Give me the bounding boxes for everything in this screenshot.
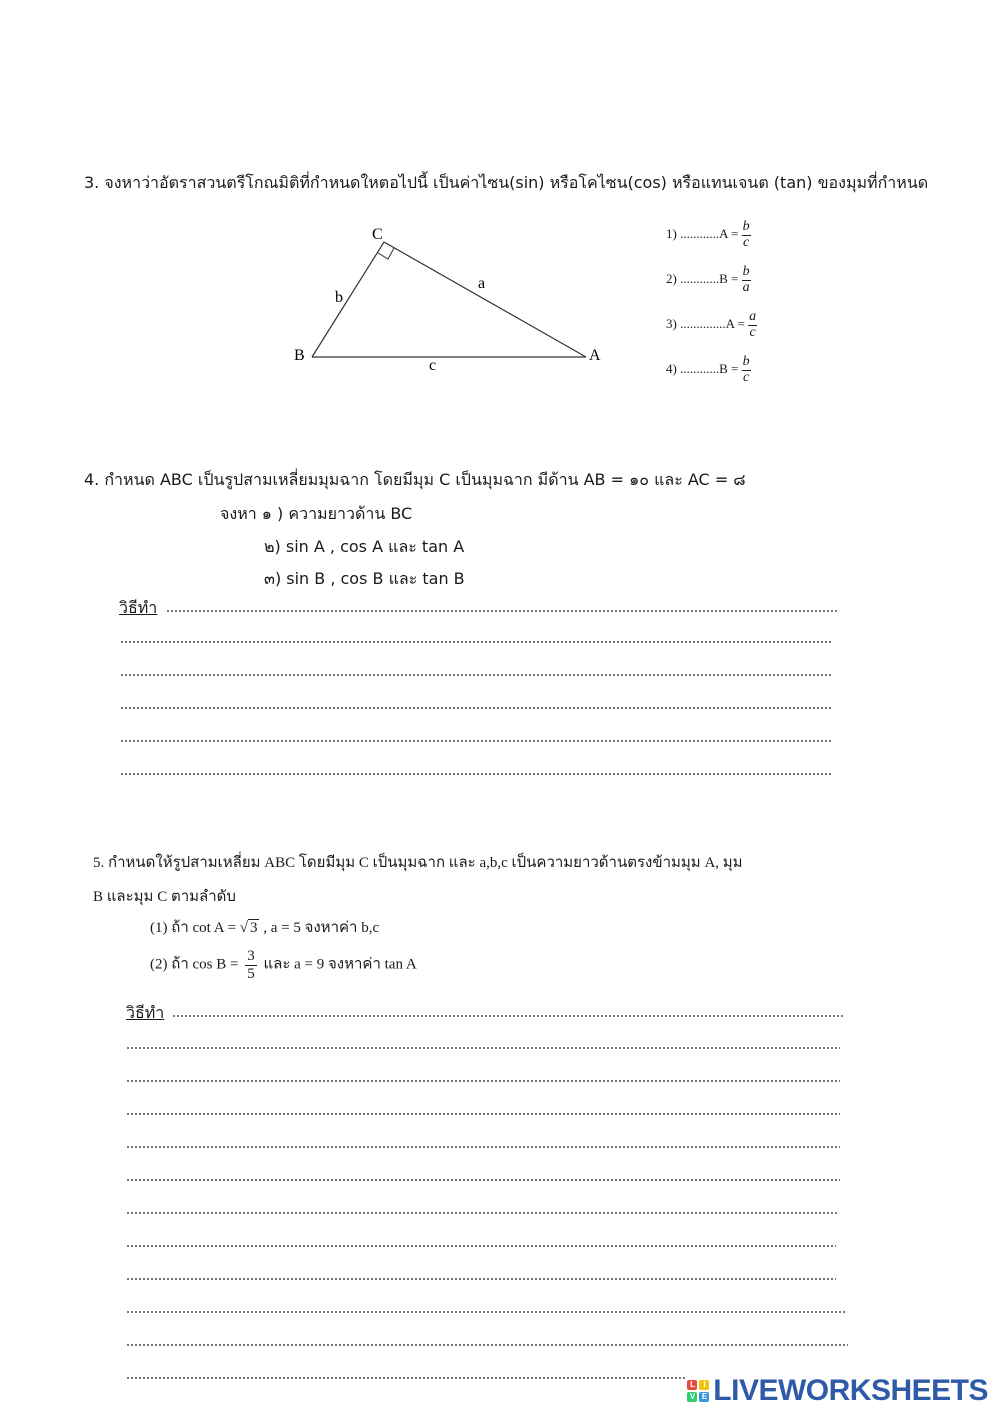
vertex-c-label: C: [372, 226, 383, 243]
q4-answer-line-1[interactable]: [166, 610, 838, 612]
q5-answer-line-12[interactable]: [126, 1377, 686, 1379]
q3-option-2[interactable]: [666, 265, 751, 295]
fraction: $\frac{b}{a}$: [742, 264, 750, 295]
option-angle: B =: [719, 361, 739, 377]
q4-answer-line-4[interactable]: [120, 707, 832, 709]
side-a-label: a: [478, 275, 486, 292]
q5-answer-line-10[interactable]: [126, 1311, 846, 1313]
sub2-text-post: และ a = 9 จงหาค่า tan A: [263, 956, 417, 973]
vertex-a-label: A: [589, 347, 601, 364]
vertex-b-label: B: [294, 347, 305, 364]
liveworksheets-logo[interactable]: [687, 1374, 988, 1408]
option-angle: B =: [719, 271, 739, 287]
q5-sub-1: [150, 915, 379, 939]
logo-text: LIVEWORKSHEETS: [713, 1374, 988, 1407]
q5-answer-line-3[interactable]: [126, 1080, 840, 1082]
side-a-line: [384, 242, 586, 357]
fraction: $\frac{3}{5}$: [247, 948, 255, 982]
triangle-diagram: [290, 220, 620, 400]
q3-option-4[interactable]: [666, 355, 751, 385]
q4-answer-line-5[interactable]: [120, 740, 832, 742]
q4-method-label: วิธีทำ: [119, 598, 158, 617]
q5-answer-line-5[interactable]: [126, 1146, 840, 1148]
side-c-label: c: [429, 357, 437, 374]
sqrt-expression: √ 3: [239, 920, 258, 936]
q5-method-label: วิธีทำ: [126, 1003, 165, 1022]
side-b-label: b: [335, 289, 343, 306]
q5-line-1: 5. กำหนดให้รูปสามเหลี่ยม ABC โดยมีมุม C เป็นมุมฉาก และ a,b,c เป็นความยาวด้านตรงข้ามมุม A, มุม: [93, 855, 743, 871]
q5-answer-line-1[interactable]: [172, 1015, 844, 1017]
option-prefix: 1) ............: [666, 226, 720, 242]
q5-answer-line-11[interactable]: [126, 1344, 848, 1346]
option-angle: A =: [719, 226, 739, 242]
option-angle: A =: [725, 316, 745, 332]
q3-title: 3. จงหาว่าอัตราสวนตรีโกณมิติที่กำหนดใหตอไปนี้ เป็นค่าไซน(sin) หรือโคไซน(cos) หรือแทนเจนต (tan) ของมุมที่กำหนด: [84, 173, 929, 192]
option-prefix: 3) ..............: [666, 316, 726, 332]
fraction: $\frac{a}{c}$: [749, 309, 757, 340]
right-angle-mark: [378, 248, 394, 259]
sub2-text-pre: (2) ถ้า cos B =: [150, 956, 239, 973]
q4-answer-line-3[interactable]: [120, 674, 832, 676]
option-prefix: 2) ............: [666, 271, 720, 287]
q5-answer-line-7[interactable]: [126, 1212, 838, 1214]
q4-answer-line-2[interactable]: [120, 641, 832, 643]
sub1-text-pre: (1) ถ้า cot A =: [150, 920, 236, 936]
q5-answer-line-4[interactable]: [126, 1113, 840, 1115]
q3-option-3[interactable]: [666, 310, 757, 340]
q4-line-4: ๓) sin B , cos B และ tan B: [264, 569, 465, 588]
q4-line-2: จงหา ๑ ) ความยาวด้าน BC: [220, 504, 413, 523]
logo-mark-icon: L I V E: [687, 1380, 709, 1402]
q5-answer-line-6[interactable]: [126, 1179, 840, 1181]
side-b-line: [312, 242, 384, 357]
q5-answer-line-8[interactable]: [126, 1245, 836, 1247]
sub1-text-post: , a = 5 จงหาค่า b,c: [263, 920, 380, 936]
q4-answer-line-6[interactable]: [120, 773, 832, 775]
fraction: $\frac{b}{c}$: [742, 354, 750, 385]
option-prefix: 4) ............: [666, 361, 720, 377]
q4-line-1: 4. กำหนด ABC เป็นรูปสามเหลี่ยมมุมฉาก โดยมีมุม C เป็นมุมฉาก มีด้าน AB = ๑๐ และ AC = ๘: [84, 470, 746, 489]
q5-line-2: B และมุม C ตามลำดับ: [93, 889, 236, 905]
q3-option-1[interactable]: [666, 220, 751, 250]
q5-sub-2: [150, 948, 417, 982]
q5-answer-line-2[interactable]: [126, 1047, 840, 1049]
fraction: $\frac{b}{c}$: [742, 219, 750, 250]
q4-line-3: ๒) sin A , cos A และ tan A: [264, 537, 465, 556]
q5-answer-line-9[interactable]: [126, 1278, 836, 1280]
